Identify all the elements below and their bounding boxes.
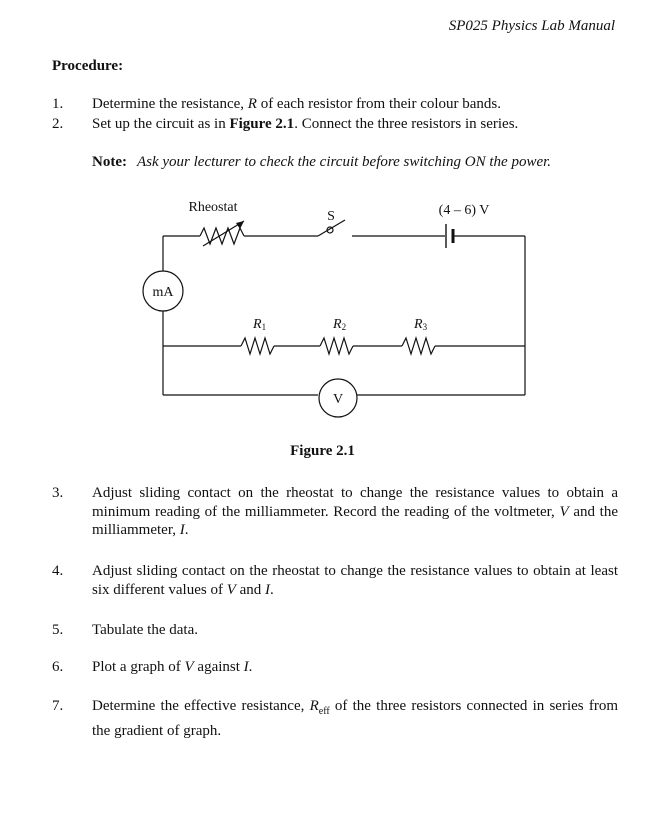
step-text-segment: Determine the resistance, (92, 96, 248, 112)
step-text (92, 562, 618, 599)
step-number: 2. (52, 116, 64, 132)
step-text-segment: I (243, 659, 249, 675)
step-text-segment: V (226, 581, 236, 598)
step-text-segment: eff (318, 706, 330, 717)
step-text-segment: Adjust sliding contact on the rheostat to change the resistance values to obtain a minimum reading of the milliammeter. Record the reading of the voltmeter, (92, 485, 618, 520)
rheostat-symbol (200, 228, 244, 244)
step-text-segment: and the milliammeter, (92, 503, 619, 538)
resistor-r2 (320, 338, 353, 354)
supply-voltage-label: (4 – 6) V (438, 203, 490, 218)
note-text: Ask your lecturer to check the circuit before switching ON the power. (136, 154, 552, 170)
step-text-segment: and (235, 581, 266, 598)
r3-label: R3 (414, 317, 428, 332)
step-text (92, 658, 618, 677)
step-text-segment: . (270, 581, 274, 598)
step-text (92, 621, 618, 640)
step-text-segment: . (248, 659, 253, 675)
procedure-step (52, 697, 618, 740)
step-text-segment: I (179, 522, 185, 538)
step-number: 5. (52, 622, 64, 638)
resistor-r3 (402, 338, 435, 354)
step-number: 1. (52, 96, 64, 112)
step-text-segment: Adjust sliding contact on the rheostat to change the resistance values to obtain at least six different values of (92, 563, 618, 598)
step-text (92, 115, 618, 134)
step-text-segment: of the three resistors connected in series from the gradient of graph. (92, 698, 618, 739)
safety-note (92, 154, 551, 171)
circuit-diagram (0, 190, 645, 430)
step-text-segment: . (184, 522, 189, 538)
step-number: 3. (52, 485, 64, 501)
procedure-step (52, 658, 618, 677)
procedure-step (52, 115, 618, 134)
step-text-segment: against (193, 659, 244, 675)
figure-caption: Figure 2.1 (290, 443, 355, 459)
step-text (92, 484, 618, 540)
step-text (92, 95, 618, 114)
step-text-segment: V (184, 659, 194, 675)
step-text-segment: I (265, 581, 271, 598)
r1-label: R1 (253, 317, 267, 332)
step-text-segment: Plot a graph of (92, 659, 185, 675)
milliammeter-label: mA (152, 285, 174, 300)
procedure-step (52, 562, 618, 599)
step-text-segment: R (309, 698, 319, 714)
procedure-step (52, 484, 618, 540)
procedure-step (52, 95, 618, 114)
step-text-segment: of each resistor from their colour bands. (256, 96, 502, 112)
step-text (92, 697, 618, 740)
step-text-segment: . Connect the three resistors in series. (294, 116, 519, 132)
switch-label: S (327, 209, 335, 224)
page-header-title: SP025 Physics Lab Manual (448, 18, 615, 34)
procedure-heading: Procedure: (52, 58, 124, 74)
step-text-segment: V (559, 503, 569, 520)
r2-label: R2 (333, 317, 347, 332)
note-label: Note: (92, 154, 127, 170)
step-number: 7. (52, 698, 64, 714)
step-text-segment: R (247, 96, 257, 112)
rheostat-label: Rheostat (188, 200, 238, 215)
voltmeter-label: V (332, 392, 344, 407)
step-text-segment: Tabulate the data. (92, 622, 198, 638)
resistor-r1 (241, 338, 274, 354)
step-number: 4. (52, 563, 64, 579)
step-text-segment: Determine the effective resistance, (92, 698, 310, 714)
step-text-segment: Set up the circuit as in (92, 116, 230, 132)
procedure-step (52, 621, 618, 640)
step-text-segment: Figure 2.1 (229, 116, 295, 132)
step-number: 6. (52, 659, 64, 675)
